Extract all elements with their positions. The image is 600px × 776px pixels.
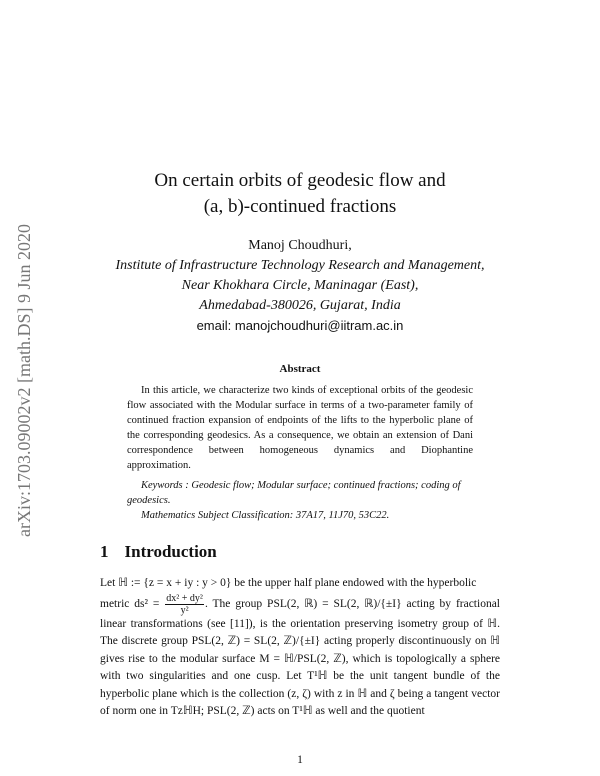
- intro-rest: linear transformations (see [11]), is the orientation preserving isometry group of ℍ. The discrete group PSL(2, ℤ) = SL(2, ℤ)/{±I} acting properly discontinuously on ℍ gives rise to the modular surface M = ℍ/PSL(2, ℤ), which is topologically a sphere with two singularities and one cusp. Let T¹ℍ be the unit tangent bundle of the hyperbolic plane which is the collection (z, ζ) with z in ℍ and ζ being a tangent vector of norm one in TzℍH; PSL(2, ℤ) acts on T¹ℍ as well and the quotient: [100, 617, 500, 717]
- abstract-heading: Abstract: [279, 363, 321, 375]
- affiliation-line-3: Ahmedabad-380026, Gujarat, India: [199, 298, 401, 313]
- metric-prefix: metric ds² =: [100, 597, 160, 610]
- page-number: 1: [297, 754, 303, 766]
- arxiv-stamp: [6, 200, 42, 560]
- abstract-text: In this article, we characterize two kinds of exceptional orbits of the geodesic flow associated with the Modular surface in terms of a two-parameter family of continued fraction expansion of endpoints of the lifts to the hyperbolic plane of the corresponding geodesics. As a consequence, we obtain an extension of Dani correspondence between homogeneous dynamics and Diophantine approximation.: [127, 385, 473, 471]
- metric-suffix: . The group PSL(2, ℝ) = SL(2, ℝ)/{±I} acting by fractional: [204, 597, 500, 610]
- intro-paragraph: [100, 575, 500, 721]
- fraction-numerator: dx² + dy²: [166, 592, 203, 604]
- metric-fraction: [165, 593, 204, 616]
- section-title: Introduction: [124, 542, 217, 561]
- author-email[interactable]: email: manojchoudhuri@iitram.ac.in: [196, 318, 404, 333]
- affiliation-line-1: Institute of Infrastructure Technology Research and Management,: [115, 258, 485, 273]
- section-number: 1: [100, 542, 109, 561]
- fraction-denominator: y²: [180, 604, 189, 616]
- paper-title-line-1: On certain orbits of geodesic flow and: [154, 170, 446, 191]
- arxiv-stamp-text: arXiv:1703.09002v2 [math.DS] 9 Jun 2020: [13, 223, 34, 537]
- affiliation-line-2: Near Khokhara Circle, Maninagar (East),: [181, 278, 419, 293]
- paper-title-line-2: (a, b)-continued fractions: [203, 196, 397, 217]
- keywords: Keywords : Geodesic flow; Modular surface; continued fractions; coding of geodesics.: [127, 480, 461, 506]
- msc-classification: Mathematics Subject Classification: 37A17, 11J70, 53C22.: [141, 510, 390, 521]
- intro-line-1: Let ℍ := {z = x + iy : y > 0} be the upper half plane endowed with the hyperbolic: [100, 577, 477, 589]
- section-heading: [100, 542, 217, 562]
- author-name: Manoj Choudhuri,: [248, 238, 352, 253]
